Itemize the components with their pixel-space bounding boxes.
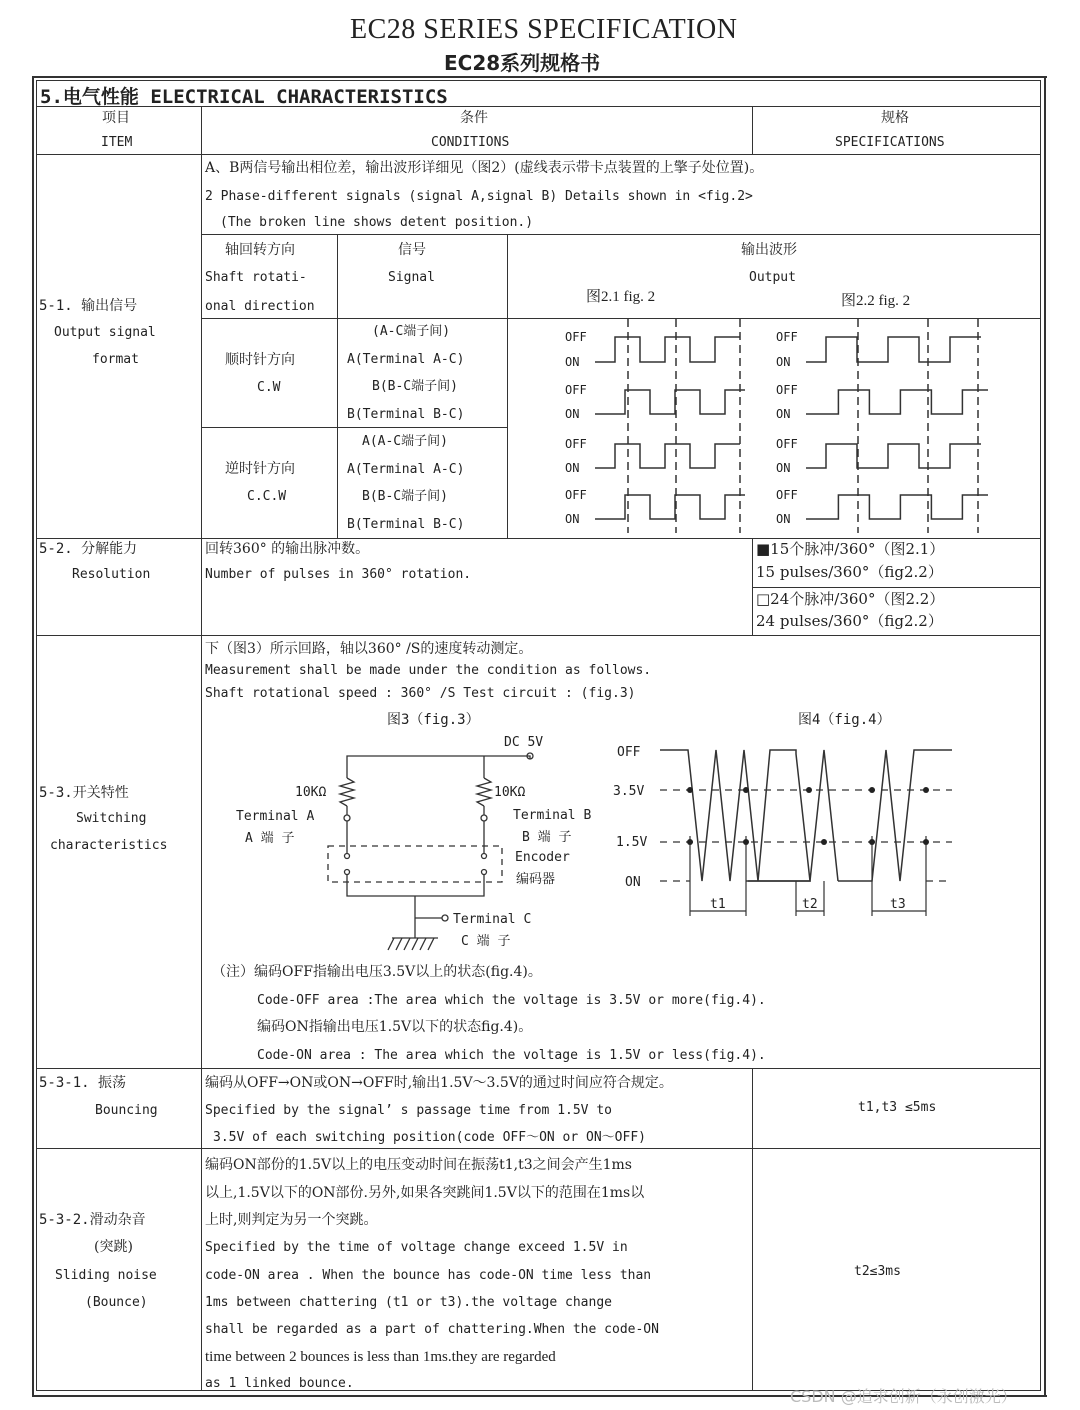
wf-trace-1-2 [806,444,981,468]
t2-label: t2 [802,897,818,912]
wf-on-1-1: ON [776,407,791,421]
header-item-cn: 项目 [102,110,130,126]
ccw-sig-1: A(Terminal A-C) [347,462,465,477]
item-5-3-2-en2: (Bounce) [85,1295,148,1310]
col-signal-en: Signal [388,270,435,285]
header-spec-cn: 规格 [881,110,909,126]
encoder-en: Encoder [515,850,570,865]
wf-off-1-2: OFF [776,437,798,451]
wf-off-1-3: OFF [776,488,798,502]
fig-3-label: 图3（fig.3） [387,712,480,728]
item-5-3-name: 5-3.开关特性 [39,785,129,801]
header-item-en: ITEM [101,135,133,150]
item-5-1-name: 5-1. 输出信号 [39,298,138,314]
wf-trace-0-1 [595,390,745,414]
cw-en: C.W [257,380,281,395]
spec-5-2-1-en: 15 pulses/360°（fig2.2） [756,563,943,581]
cond-5-2-en: Number of pulses in 360° rotation. [205,567,472,582]
wf-trace-0-0 [595,337,740,362]
t1-label: t1 [710,897,726,912]
wf-off-1-0: OFF [776,330,798,344]
cw-sig-2: B(B-C端子间) [372,379,458,394]
wf-trace-1-1 [806,390,988,414]
cond-5-3-2-line-8: as 1 linked bounce. [205,1376,354,1391]
item-5-2-en: Resolution [72,567,151,582]
fig-2-2-label: 图2.2 fig. 2 [841,293,911,309]
r2-label: 10KΩ [494,785,526,800]
fig-2-1-label: 图2.1 fig. 2 [586,289,656,305]
fig-4-label: 图4（fig.4） [798,712,891,728]
bounce-waveform [610,706,960,916]
item-5-1-en2: format [92,352,139,367]
wf-trace-1-0 [806,337,981,362]
cw-sig-3: B(Terminal B-C) [347,407,465,422]
spec-5-2-2-cn: □24个脉冲/360°（图2.2） [756,590,945,608]
cond-5-1-note: (The broken line shows detent position.) [220,215,534,230]
ccw-cn: 逆时针方向 [225,461,295,477]
wf-off-1-1: OFF [776,383,798,397]
item-5-3-1-name: 5-3-1. 振荡 [39,1075,127,1091]
ccw-sig-0: A(A-C端子间) [362,434,448,449]
level-15-label: 1.5V [616,835,648,850]
wf-on-0-3: ON [565,512,580,526]
col-signal-cn: 信号 [398,242,426,258]
wf-on-1-0: ON [776,355,791,369]
wf-off-0-3: OFF [565,488,587,502]
wf-off-0-1: OFF [565,383,587,397]
item-5-3-2-cn2: (突跳) [94,1239,133,1255]
note-on-en: Code-ON area : The area which the voltage is 1.5V or less(fig.4). [257,1048,766,1063]
wf-trace-1-3 [806,495,988,519]
wf-off-0-0: OFF [565,330,587,344]
item-5-3-en2: characteristics [50,838,168,853]
col-direction-cn: 轴回转方向 [225,242,295,258]
output-waveforms [508,319,1040,537]
cond-5-3-cn: 下（图3）所示回路，轴以360° /S的速度转动测定。 [205,641,533,657]
item-5-3-en1: Switching [76,811,147,826]
item-5-2-name: 5-2. 分解能力 [39,541,138,557]
level-35-label: 3.5V [613,784,645,799]
header-cond-cn: 条件 [460,110,488,126]
cw-sig-1: A(Terminal A-C) [347,352,465,367]
cond-5-3-2-line-5: 1ms between chattering (t1 or t3).the voltage change [205,1295,612,1310]
item-5-3-2-en1: Sliding noise [55,1268,157,1283]
col-direction-en2: onal direction [205,299,315,314]
cond-5-3-2-line-4: code-ON area . When the bounce has code-ON time less than [205,1268,652,1283]
spec-5-3-1: t1,t3 ≤5ms [858,1100,937,1115]
spec-5-2-1-cn: ■15个脉冲/360°（图2.1） [756,540,945,558]
note-on-cn: 编码ON指输出电压1.5V以下的状态fig.4)。 [257,1019,533,1035]
wf-trace-0-2 [595,444,740,468]
t3-label: t3 [890,897,906,912]
item-5-3-2-name: 5-3-2.滑动杂音 [39,1212,146,1228]
terminal-a-cn: A 端 子 [245,831,295,846]
cond-5-3-2-line-1: 以上,1.5V以下的ON部份.另外,如果各突跳间1.5V以下的范围在1ms以 [205,1185,645,1201]
cond-5-3-1-en2: 3.5V of each switching position(code OFF～ON or ON～OFF) [213,1130,646,1145]
cond-5-3-en1: Measurement shall be made under the condition as follows. [205,663,652,678]
wf-on-1-3: ON [776,512,791,526]
ccw-sig-2: B(B-C端子间) [362,489,448,504]
wf-on-1-2: ON [776,461,791,475]
terminal-c-cn: C 端 子 [461,934,511,949]
wf-on-0-0: ON [565,355,580,369]
wf-trace-0-3 [595,495,745,519]
note-off-cn: （注）编码OFF指输出电压3.5V以上的状态(fig.4)。 [212,964,542,980]
cw-cn: 顺时针方向 [225,352,295,368]
spec-5-2-2-en: 24 pulses/360°（fig2.2） [756,612,943,630]
section-title: 5.电气性能 ELECTRICAL CHARACTERISTICS [40,86,448,108]
cond-5-3-1-cn: 编码从OFF→ON或ON→OFF时,输出1.5V～3.5V的通过时间应符合规定。 [205,1075,673,1091]
terminal-a-en: Terminal A [236,809,315,824]
item-5-3-1-en: Bouncing [95,1103,158,1118]
ccw-en: C.C.W [247,489,287,504]
watermark: CSDN @追求创新（永创激光） [790,1387,1017,1406]
r1-label: 10KΩ [295,785,327,800]
cond-5-3-2-line-2: 上时,则判定为另一个突跳。 [205,1212,378,1228]
cond-5-2-cn: 回转360° 的输出脉冲数。 [205,541,370,557]
level-off-label: OFF [617,745,641,760]
encoder-cn: 编码器 [516,872,556,887]
ccw-sig-3: B(Terminal B-C) [347,517,465,532]
doc-title-cn: EC28系列规格书 [444,51,601,75]
terminal-c-en: Terminal C [453,912,532,927]
spec-5-3-2: t2≤3ms [854,1264,901,1279]
cond-5-3-1-en1: Specified by the signal’ s passage time from 1.5V to [205,1103,612,1118]
dc-5v-label: DC 5V [504,735,544,750]
wf-on-0-2: ON [565,461,580,475]
wf-off-0-2: OFF [565,437,587,451]
wf-on-0-1: ON [565,407,580,421]
note-off-en: Code-OFF area :The area which the voltage is 3.5V or more(fig.4). [257,993,766,1008]
terminal-b-en: Terminal B [513,808,592,823]
cond-5-3-2-line-0: 编码ON部份的1.5V以上的电压变动时间在振荡t1,t3之间会产生1ms [205,1157,632,1173]
cond-5-3-en2: Shaft rotational speed : 360° /S Test circuit : (fig.3) [205,686,636,701]
cond-5-3-2-line-6: shall be regarded as a part of chattering.When the code-ON [205,1322,659,1337]
test-circuit [202,706,612,956]
cond-5-1-cn: A、B两信号输出相位差，输出波形详细见（图2）(虚线表示带卡点装置的上擎子处位置)。 [205,160,764,176]
cond-5-3-2-line-7: time between 2 bounces is less than 1ms.they are regarded [205,1349,556,1365]
cw-sig-0: (A-C端子间) [372,324,451,339]
col-output-cn: 输出波形 [741,242,797,258]
item-5-1-en1: Output signal [54,325,156,340]
col-direction-en1: Shaft rotati- [205,270,307,285]
doc-title-en: EC28 SERIES SPECIFICATION [350,14,738,45]
level-on-label: ON [625,875,641,890]
cond-5-3-2-line-3: Specified by the time of voltage change exceed 1.5V in [205,1240,628,1255]
header-spec-en: SPECIFICATIONS [835,135,945,150]
header-cond-en: CONDITIONS [431,135,510,150]
col-output-en: Output [749,270,796,285]
terminal-b-cn: B 端 子 [522,830,572,845]
cond-5-1-en: 2 Phase-different signals (signal A,signal B) Details shown in <fig.2> [205,189,753,204]
